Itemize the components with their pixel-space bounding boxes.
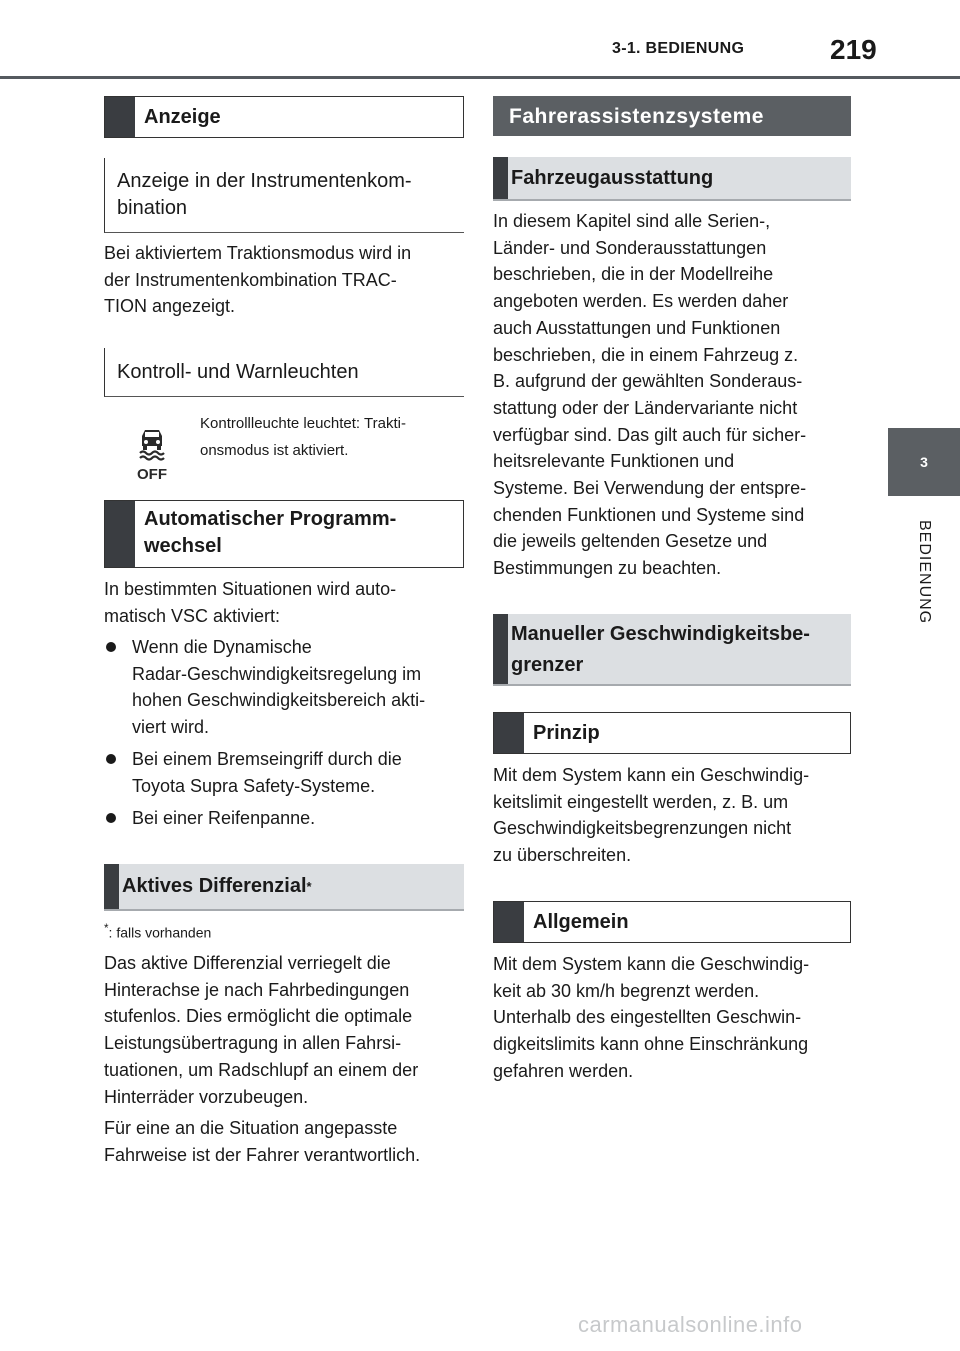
subheading-instrumentenkombination: Anzeige in der Instrumentenkom- bination (104, 158, 464, 233)
ausstattung-paragraph: In diesem Kapitel sind alle Serien-, Länder- und Sonderausstattungen beschrieben, die in der Modellreihe angeboten werden. Es werden daher auch Ausstattungen und Funktionen beschrieben, die in einem Fahrzeug z. B. aufgrund der gewählten Sonderaus- stattung oder der Ländervariante nicht verfügbar sind. Das gilt auch für sicher- heitsrelevante Funktionen und Systeme. Bei Verwendung der entspre- chenden Funktionen und Systeme sind die jeweils geltenden Gesetze und Bestimmungen zu beachten. (493, 211, 807, 579)
svg-text:OFF: OFF (137, 466, 167, 482)
subheading-kontrollleuchten: Kontroll- und Warnleuchten (104, 348, 464, 397)
section-title: 3-1. BEDIENUNG (612, 40, 745, 57)
heading-anzeige: Anzeige (104, 96, 464, 138)
indicator-row (104, 410, 464, 480)
heading-allgemein: Allgemein (493, 901, 851, 943)
heading-automatischer-programmwechsel: Automatischer Programm- wechsel (104, 500, 464, 568)
watermark: carmanualsonline.info (578, 1312, 803, 1337)
diff-paragraph: Das aktive Differenzial verriegelt die Hinterachse je nach Fahrbedingungen stufenlos. Dies ermöglicht die optimale Leistungsübertragung in allen Fahrsi- tuationen, um Radschlupf an einem der Hinterräder vorzubeugen. (104, 953, 419, 1107)
footnote: *: falls vorhanden (104, 922, 212, 941)
heading-prinzip: Prinzip (493, 712, 851, 754)
list-item: Bei einer Reifenpanne. (104, 805, 464, 832)
heading-fahrerassistenzsysteme: Fahrerassistenzsysteme (493, 96, 851, 136)
heading-aktives-differenzial: Aktives Differenzial * (104, 864, 464, 911)
header-rule (0, 76, 960, 79)
list-item: Wenn die Dynamische Radar-Geschwindigkeitsregelung im hohen Geschwindigkeitsbereich akti- viert wird. (104, 634, 464, 741)
heading-geschwindigkeitsbegrenzer: Manueller Geschwindigkeitsbe- grenzer (493, 614, 851, 686)
chapter-label: BEDIENUNG (916, 520, 933, 625)
page-number: 219 (830, 34, 877, 65)
anzeige-paragraph: Bei aktiviertem Traktionsmodus wird in der Instrumentenkombination TRAC- TION angezeigt. (104, 243, 412, 317)
list-item: Bei einem Bremseingriff durch die Toyota Supra Safety-Systeme. (104, 746, 464, 799)
auto-intro-paragraph: In bestimmten Situationen wird auto- matisch VSC aktiviert: (104, 579, 397, 626)
indicator-description: Kontrollleuchte leuchtet: Trakti- onsmodus ist aktiviert. (200, 415, 406, 459)
heading-fahrzeugausstattung: Fahrzeugausstattung (493, 157, 851, 201)
chapter-tab[interactable]: 3 (888, 428, 960, 496)
allgemein-paragraph: Mit dem System kann die Geschwindig- keit ab 30 km/h begrenzt werden. Unterhalb des eingestellten Geschwin- digkeitslimits kann ohne Einschränkung gefahren werden. (493, 954, 810, 1081)
diff-paragraph-2: Für eine an die Situation angepasste Fahrweise ist der Fahrer verantwortlich. (104, 1118, 421, 1165)
traction-off-icon (134, 426, 170, 482)
prinzip-paragraph: Mit dem System kann ein Geschwindig- keitslimit eingestellt werden, z. B. um Geschwindigkeitsbegrenzungen nicht zu überschreiten. (493, 765, 810, 866)
